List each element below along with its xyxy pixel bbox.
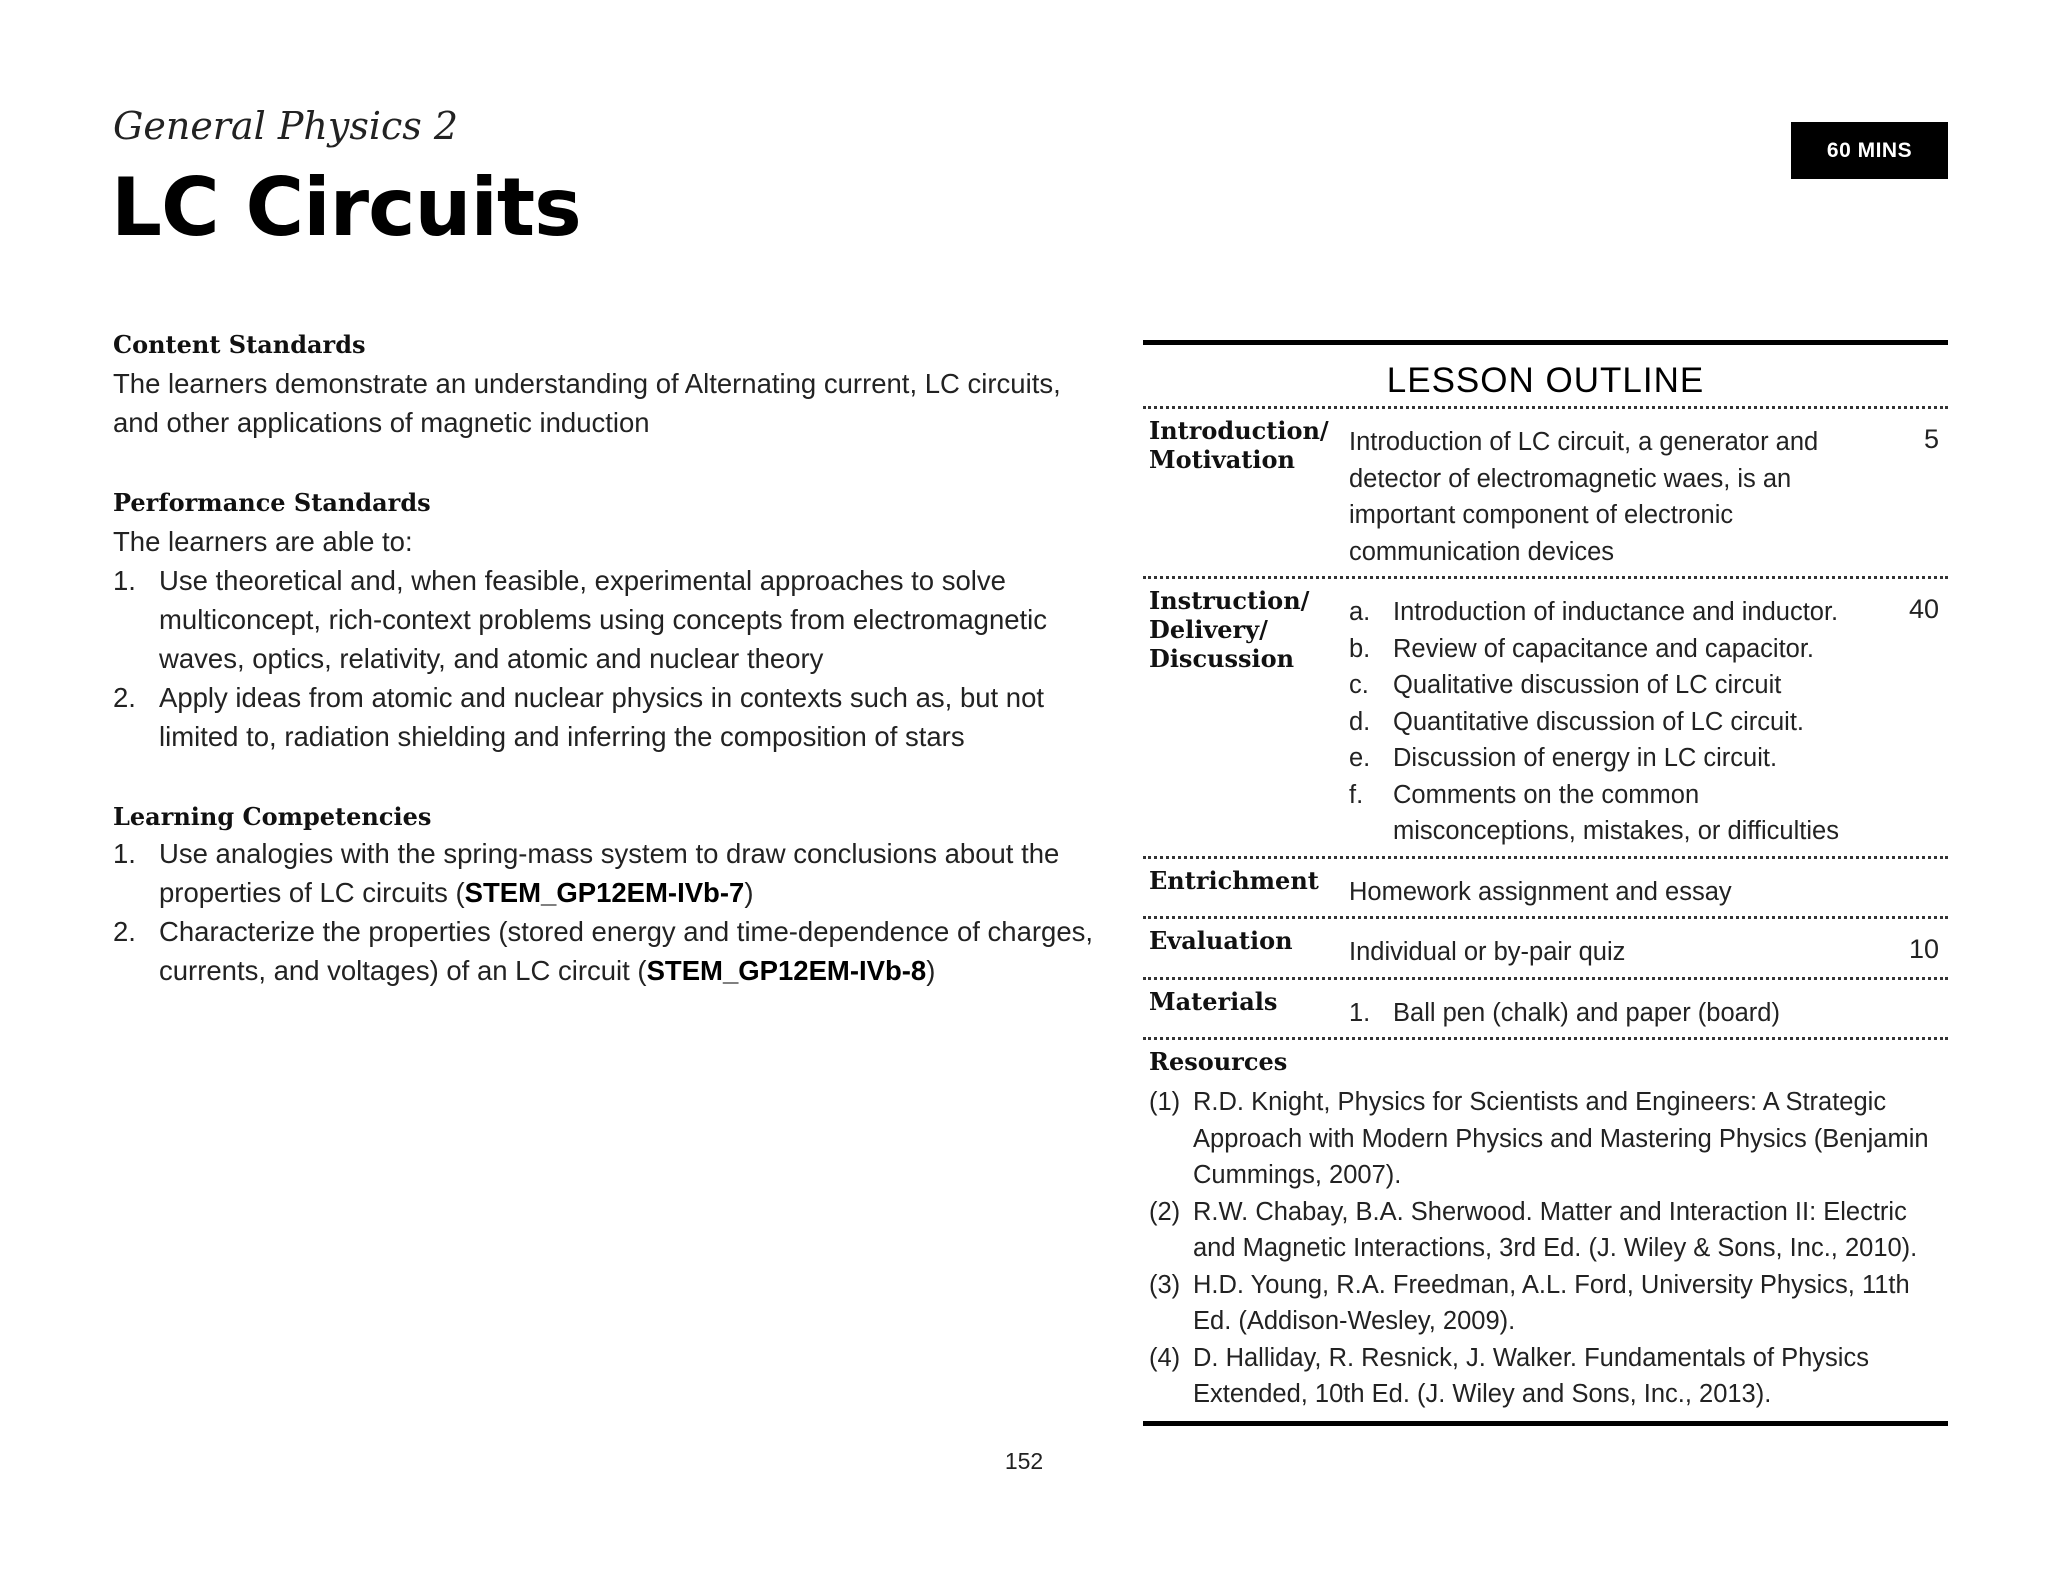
outline-row-instruction: [1143, 576, 1948, 856]
list-item-text: Introduction of inductance and inductor.: [1393, 598, 1839, 626]
list-item-text: R.D. Knight, Physics for Scientists and Engineers: A Strategic Approach with Modern Physics and Mastering Physics (Benjamin Cummings, 2007).: [1193, 1088, 1929, 1189]
list-item-text: Review of capacitance and capacitor.: [1393, 634, 1814, 663]
list-item-number: d.: [1349, 707, 1371, 736]
outline-row-text: Introduction of LC circuit, a generator and detector of electromagnetic waes, is an important component of electronic communication devices: [1349, 428, 1819, 566]
list-item: [1149, 1267, 1940, 1340]
list-item: [113, 912, 1103, 990]
list-item-number: e.: [1349, 744, 1371, 772]
competency-code: STEM_GP12EM-IVb-8: [646, 955, 927, 986]
outline-row-text: Homework assignment and essay: [1349, 877, 1732, 906]
learning-competencies-section: [113, 800, 1103, 990]
list-item-text: Quantitative discussion of LC circuit.: [1393, 707, 1805, 736]
competency-code: STEM_GP12EM-IVb-7: [464, 877, 745, 908]
list-item: [1349, 777, 1859, 850]
performance-standards-heading: Performance Standards: [113, 488, 431, 517]
list-item-number: 1.: [113, 838, 136, 869]
instruction-list: [1349, 594, 1859, 850]
outline-row-text: Individual or by-pair quiz: [1349, 938, 1626, 966]
resources-list: [1143, 1084, 1948, 1413]
list-item-text: Characterize the properties (stored energy and time-dependence of charges, currents, and voltages) of an LC circuit (: [159, 916, 1094, 986]
list-item-text: Use theoretical and, when feasible, experimental approaches to solve multiconcept, rich-context problems using concepts from electromagnetic waves, optics, relativity, and atomic and nuclear theory: [159, 565, 1048, 674]
list-item-number: 1.: [113, 565, 136, 596]
list-item-text: R.W. Chabay, B.A. Sherwood. Matter and Interaction II: Electric and Magnetic Interactions, 3rd Ed. (J. Wiley & Sons, Inc., 2010).: [1193, 1197, 1918, 1262]
list-item: [113, 834, 1103, 912]
outline-row-introduction: [1143, 406, 1948, 576]
outline-row-label: Introduction/ Motivation: [1149, 416, 1329, 474]
list-item: [113, 561, 1103, 678]
list-item: [1349, 995, 1859, 1032]
list-item-number: 2.: [113, 682, 136, 713]
materials-list: [1349, 995, 1859, 1032]
list-item-text: Use analogies with the spring-mass system to draw conclusions about the properties of LC circuits (: [159, 838, 1060, 908]
lesson-outline-table: [1143, 340, 1948, 1426]
performance-standards-intro: The learners are able to:: [113, 526, 413, 557]
learning-competencies-heading: Learning Competencies: [113, 802, 432, 831]
outline-row-materials: [1143, 977, 1948, 1038]
list-item-number: a.: [1349, 598, 1371, 626]
outline-row-evaluation: [1143, 916, 1948, 977]
list-item: [1149, 1084, 1940, 1194]
duration-badge: 60 MINS: [1791, 122, 1948, 179]
list-item: [1149, 1194, 1940, 1267]
subject-name: General Physics 2: [113, 104, 459, 148]
performance-standards-section: [113, 486, 1103, 756]
list-item-number: b.: [1349, 634, 1371, 663]
outline-row-label: Materials: [1149, 986, 1278, 1016]
list-item-number: c.: [1349, 671, 1369, 699]
list-item-text: Qualitative discussion of LC circuit: [1393, 671, 1782, 699]
list-item-number: 1.: [1349, 998, 1371, 1027]
list-item-number: (2): [1149, 1197, 1181, 1226]
page-title: LC Circuits: [111, 161, 581, 254]
outline-row-minutes: 40: [1908, 594, 1939, 624]
list-item: [1349, 631, 1859, 668]
list-item: [113, 678, 1103, 756]
list-item: [1149, 1340, 1940, 1413]
outline-row-label: Instruction/ Delivery/ Discussion: [1149, 586, 1310, 673]
lesson-outline-title: LESSON OUTLINE: [1386, 361, 1705, 400]
list-item-text: H.D. Young, R.A. Freedman, A.L. Ford, University Physics, 11th Ed. (Addison-Wesley, 2009).: [1193, 1270, 1910, 1335]
list-item: [1349, 704, 1859, 741]
outline-row-minutes: [1859, 866, 1948, 911]
list-item: [1349, 667, 1859, 704]
outline-row-enrichment: [1143, 856, 1948, 917]
standards-column: [113, 328, 1103, 1034]
list-item-text: Ball pen (chalk) and paper (board): [1393, 998, 1780, 1027]
performance-standards-list: [113, 561, 1103, 756]
page-number: 152: [1004, 1448, 1044, 1474]
list-item-text: Comments on the common misconceptions, mistakes, or difficulties: [1393, 780, 1839, 845]
list-item-suffix: ): [744, 877, 754, 908]
list-item-number: (3): [1149, 1270, 1181, 1299]
content-standards-text: The learners demonstrate an understanding of Alternating current, LC circuits, and other applications of magnetic induction: [113, 368, 1061, 438]
list-item-number: 2.: [113, 916, 136, 947]
outline-row-text: [1349, 987, 1859, 1032]
outline-row-minutes: 5: [1923, 424, 1939, 454]
outline-row-resources: [1143, 1037, 1948, 1421]
list-item-text: Discussion of energy in LC circuit.: [1393, 744, 1778, 772]
outline-row-label: Entrichment: [1149, 865, 1319, 895]
list-item-text: Apply ideas from atomic and nuclear physics in contexts such as, but not limited to, radiation shielding and inferring the composition of stars: [159, 682, 1045, 752]
content-standards-heading: Content Standards: [113, 330, 366, 359]
outline-row-label: Evaluation: [1149, 926, 1293, 955]
list-item-suffix: ): [926, 955, 936, 986]
outline-row-minutes: 10: [1908, 934, 1939, 964]
list-item-number: (4): [1149, 1343, 1181, 1372]
outline-row-label: Resources: [1149, 1047, 1288, 1076]
outline-row-text: [1349, 586, 1859, 850]
content-standards-section: [113, 328, 1103, 442]
list-item-number: (1): [1149, 1088, 1181, 1116]
list-item-number: f.: [1349, 780, 1364, 809]
list-item-text: D. Halliday, R. Resnick, J. Walker. Fundamentals of Physics Extended, 10th Ed. (J. Wiley and Sons, Inc., 2013).: [1193, 1343, 1869, 1408]
list-item: [1349, 740, 1859, 777]
outline-row-minutes: [1859, 987, 1948, 1032]
list-item: [1349, 594, 1859, 631]
learning-competencies-list: [113, 834, 1103, 990]
